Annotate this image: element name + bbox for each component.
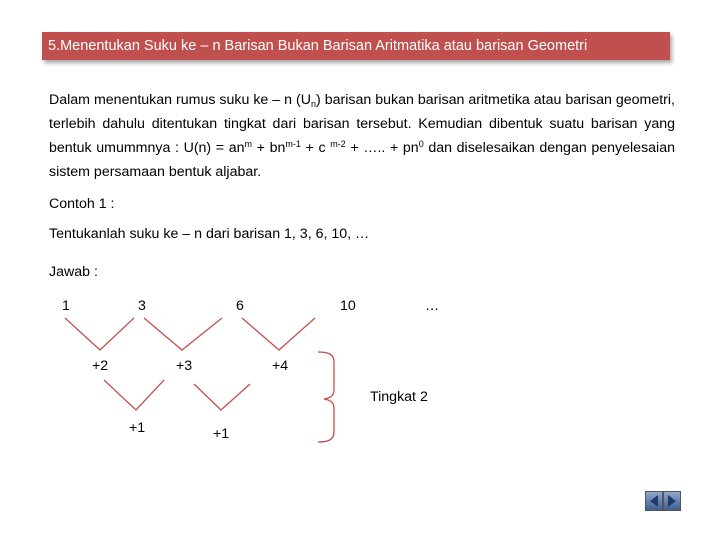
sequence-term-5: … [425, 298, 440, 314]
superscript-0: 0 [418, 139, 424, 149]
first-difference-2: +3 [176, 358, 193, 374]
paragraph-text-5: + ….. + pn [345, 140, 419, 156]
answer-label: Jawab : [49, 264, 98, 280]
difference-line-2 [144, 318, 222, 350]
arrow-left-icon [646, 492, 662, 510]
second-difference-2: +1 [213, 426, 230, 442]
paragraph-text-6: dan diselesaikan dengan penyelesaian sistem persamaan bentuk aljabar. [49, 140, 675, 180]
superscript-m: m [244, 139, 253, 149]
question-text: Tentukanlah suku ke – n dari barisan 1, 3, 6, 10, … [49, 226, 370, 242]
example-label: Contoh 1 : [49, 196, 115, 212]
brace-shape [318, 352, 334, 442]
paragraph-text-1: Dalam menentukan rumus suku ke – n (U [49, 92, 311, 108]
superscript-m-2: m-2 [330, 139, 346, 149]
sequence-term-3: 6 [236, 298, 244, 314]
prev-slide-button[interactable] [645, 491, 663, 511]
sequence-term-1: 1 [62, 298, 70, 314]
paragraph-text-4: + c [300, 140, 331, 156]
level-label: Tingkat 2 [370, 389, 428, 405]
next-slide-button[interactable] [663, 491, 681, 511]
paragraph-text-3: + bn [252, 140, 286, 156]
sequence-term-4: 10 [340, 298, 356, 314]
paragraph-text-2: ) barisan bukan barisan aritmetika atau barisan geometri, terlebih dahulu ditentukan tingkat dari barisan tersebut. Kemudian dibentuk suatu barisan yang bentuk umummnya : U(n) = an [49, 92, 675, 156]
slide-title: 5.Menentukan Suku ke – n Barisan Bukan Barisan Aritmatika atau barisan Geometri [42, 32, 670, 60]
difference-line-3 [242, 318, 315, 350]
difference-line-5 [194, 384, 250, 410]
arrow-right-icon [664, 492, 680, 510]
superscript-m-1: m-1 [285, 139, 301, 149]
first-difference-1: +2 [92, 358, 109, 374]
sequence-term-2: 3 [138, 298, 146, 314]
difference-line-4 [104, 380, 164, 410]
difference-line-1 [65, 318, 134, 350]
second-difference-1: +1 [129, 420, 146, 436]
subscript-n: n [310, 99, 316, 109]
first-difference-3: +4 [272, 358, 289, 374]
